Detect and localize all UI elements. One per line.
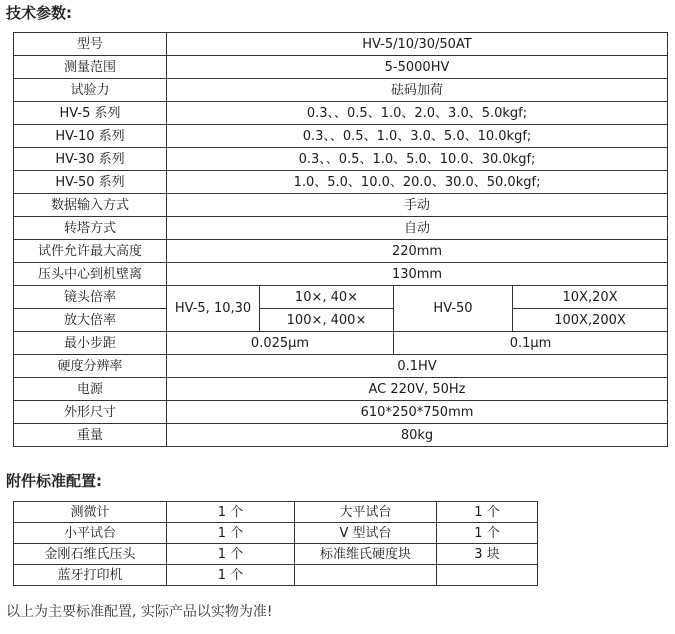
table-row — [14, 102, 668, 125]
spec-table — [13, 32, 668, 447]
accessory-name: 金刚石维氏压头 — [14, 544, 167, 565]
spec-value: 1.0、5.0、10.0、20.0、30.0、50.0kgf; — [167, 171, 668, 194]
spec-label: 镜头倍率 — [14, 286, 167, 309]
table-row — [14, 263, 668, 286]
spec-label: HV-50 系列 — [14, 171, 167, 194]
accessories-table — [13, 501, 538, 586]
min-step-a: 0.025μm — [167, 332, 394, 355]
spec-value: 0.3、、0.5、1.0、2.0、3.0、5.0kgf; — [167, 102, 668, 125]
table-row — [14, 171, 668, 194]
spec-label: HV-30 系列 — [14, 148, 167, 171]
spec-value: 80kg — [167, 424, 668, 447]
accessory-qty: 1 个 — [167, 523, 295, 544]
spec-label: 硬度分辨率 — [14, 355, 167, 378]
spec-label: 压头中心到机壁离 — [14, 263, 167, 286]
spec-value: 0.1HV — [167, 355, 668, 378]
total-magnification-a: 100×, 400× — [260, 309, 394, 332]
model-group-a: HV-5, 10,30 — [167, 286, 260, 332]
empty-cell — [295, 565, 437, 586]
accessory-qty: 1 个 — [167, 502, 295, 523]
accessory-name: 标准维氏硬度块 — [295, 544, 437, 565]
model-group-b: HV-50 — [394, 286, 513, 332]
spec-label: 型号 — [14, 33, 167, 56]
spec-value: 自动 — [167, 217, 668, 240]
spec-value: 220mm — [167, 240, 668, 263]
accessories-heading: 附件标准配置: — [6, 472, 102, 490]
spec-label: 试验力 — [14, 79, 167, 102]
accessory-name: 蓝牙打印机 — [14, 565, 167, 586]
spec-label: 放大倍率 — [14, 309, 167, 332]
table-row — [14, 355, 668, 378]
spec-value: 610*250*750mm — [167, 401, 668, 424]
footnote: 以上为主要标准配置, 实际产品以实物为准! — [6, 604, 273, 620]
table-row — [14, 378, 668, 401]
table-row — [14, 309, 668, 332]
table-row — [14, 565, 538, 586]
empty-cell — [437, 565, 538, 586]
table-row — [14, 148, 668, 171]
table-row — [14, 217, 668, 240]
spec-label: 数据输入方式 — [14, 194, 167, 217]
spec-label: HV-5 系列 — [14, 102, 167, 125]
table-row — [14, 424, 668, 447]
accessory-name: 测微计 — [14, 502, 167, 523]
table-row — [14, 544, 538, 565]
spec-heading: 技术参数: — [6, 4, 72, 22]
table-row — [14, 502, 538, 523]
spec-label: 外形尺寸 — [14, 401, 167, 424]
spec-label: 最小步距 — [14, 332, 167, 355]
lens-magnification-a: 10×, 40× — [260, 286, 394, 309]
spec-value: HV-5/10/30/50AT — [167, 33, 668, 56]
table-row — [14, 125, 668, 148]
spec-value: 砝码加荷 — [167, 79, 668, 102]
table-row — [14, 33, 668, 56]
accessory-qty: 1 个 — [167, 565, 295, 586]
lens-magnification-b: 10X,20X — [513, 286, 668, 309]
spec-label: 转塔方式 — [14, 217, 167, 240]
accessory-name: 小平试台 — [14, 523, 167, 544]
spec-label: HV-10 系列 — [14, 125, 167, 148]
spec-label: 试件允许最大高度 — [14, 240, 167, 263]
spec-value: 5-5000HV — [167, 56, 668, 79]
table-row — [14, 56, 668, 79]
table-row — [14, 286, 668, 309]
spec-value: 0.3、、0.5、1.0、5.0、10.0、30.0kgf; — [167, 148, 668, 171]
accessory-qty: 1 个 — [437, 523, 538, 544]
spec-label: 测量范围 — [14, 56, 167, 79]
table-row — [14, 523, 538, 544]
table-row — [14, 332, 668, 355]
min-step-b: 0.1μm — [394, 332, 668, 355]
accessory-qty: 3 块 — [437, 544, 538, 565]
table-row — [14, 240, 668, 263]
spec-label: 重量 — [14, 424, 167, 447]
total-magnification-b: 100X,200X — [513, 309, 668, 332]
spec-value: AC 220V, 50Hz — [167, 378, 668, 401]
accessory-qty: 1 个 — [167, 544, 295, 565]
accessory-qty: 1 个 — [437, 502, 538, 523]
table-row — [14, 401, 668, 424]
spec-label: 电源 — [14, 378, 167, 401]
spec-value: 0.3、、0.5、1.0、3.0、5.0、10.0kgf; — [167, 125, 668, 148]
table-row — [14, 194, 668, 217]
spec-value: 130mm — [167, 263, 668, 286]
accessory-name: 大平试台 — [295, 502, 437, 523]
table-row — [14, 79, 668, 102]
accessory-name: V 型试台 — [295, 523, 437, 544]
spec-value: 手动 — [167, 194, 668, 217]
